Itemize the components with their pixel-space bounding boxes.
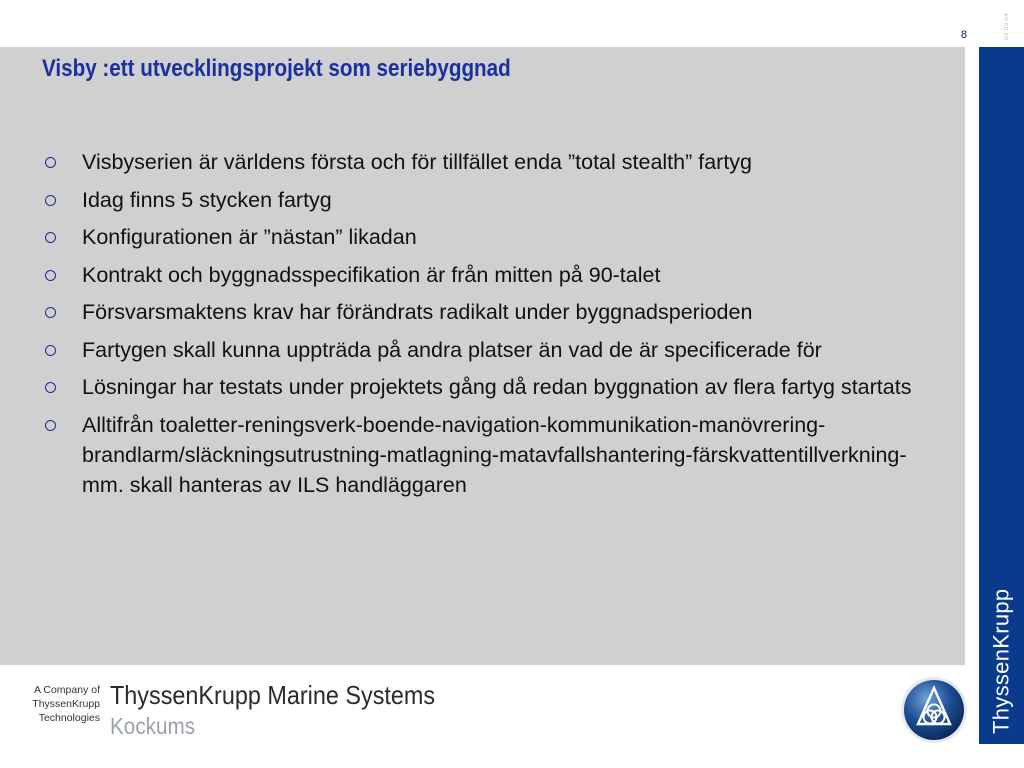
- slide-title: Visby :ett utvecklingsprojekt som seriebyggnad: [42, 55, 511, 82]
- circle-bullet-icon: [45, 157, 56, 168]
- bullet-text: Alltifrån toaletter-reningsverk-boende-navigation-kommunikation-manövrering-brandlarm/släckningsutrustning-matlagning-matavfallshantering-färskvattentillverkning-mm. skall hanteras av ILS handläggaren: [82, 412, 907, 497]
- brand-sidebar: [979, 47, 1024, 744]
- circle-bullet-icon: [45, 345, 56, 356]
- circle-bullet-icon: [45, 307, 56, 318]
- list-item: [42, 222, 947, 252]
- bullet-text: Försvarsmaktens krav har förändrats radikalt under byggnadsperioden: [82, 300, 753, 324]
- tagline-line: ThyssenKrupp: [32, 698, 100, 710]
- bullet-text: Visbyserien är världens första och för tillfället enda ”total stealth” fartyg: [82, 150, 753, 174]
- bullet-text: Kontrakt och byggnadsspecifikation är från mitten på 90-talet: [82, 262, 661, 287]
- list-item: [42, 410, 947, 500]
- circle-bullet-icon: [45, 270, 56, 281]
- bullet-text: Konfigurationen är ”nästan” likadan: [82, 225, 417, 249]
- bullet-text: Lösningar har testats under projektets gång då redan byggnation av flera fartyg startats: [82, 375, 912, 399]
- list-item: [42, 297, 947, 327]
- subsidiary-name: Kockums: [110, 713, 196, 739]
- brand-sidebar-text: ThyssenKrupp: [988, 588, 1014, 734]
- bullet-text: Idag finns 5 stycken fartyg: [82, 187, 332, 212]
- footer-tagline: [20, 683, 100, 725]
- company-name: ThyssenKrupp Marine Systems: [110, 680, 436, 710]
- circle-bullet-icon: [45, 382, 56, 393]
- slide-number: 8: [960, 29, 967, 41]
- circle-bullet-icon: [45, 195, 56, 206]
- list-item: [42, 147, 947, 177]
- list-item: [42, 372, 947, 402]
- document-code: 05.03.04: [1004, 12, 1010, 40]
- bullet-list: [42, 147, 947, 507]
- list-item: [42, 185, 947, 215]
- circle-bullet-icon: [45, 232, 56, 243]
- tagline-line: A Company of: [34, 684, 100, 696]
- thyssenkrupp-logo-icon: [900, 676, 968, 744]
- list-item: [42, 335, 947, 365]
- list-item: [42, 260, 947, 290]
- circle-bullet-icon: [45, 420, 56, 431]
- tagline-line: Technologies: [38, 712, 100, 724]
- bullet-text: Fartygen skall kunna uppträda på andra platser än vad de är specificerade för: [82, 337, 822, 362]
